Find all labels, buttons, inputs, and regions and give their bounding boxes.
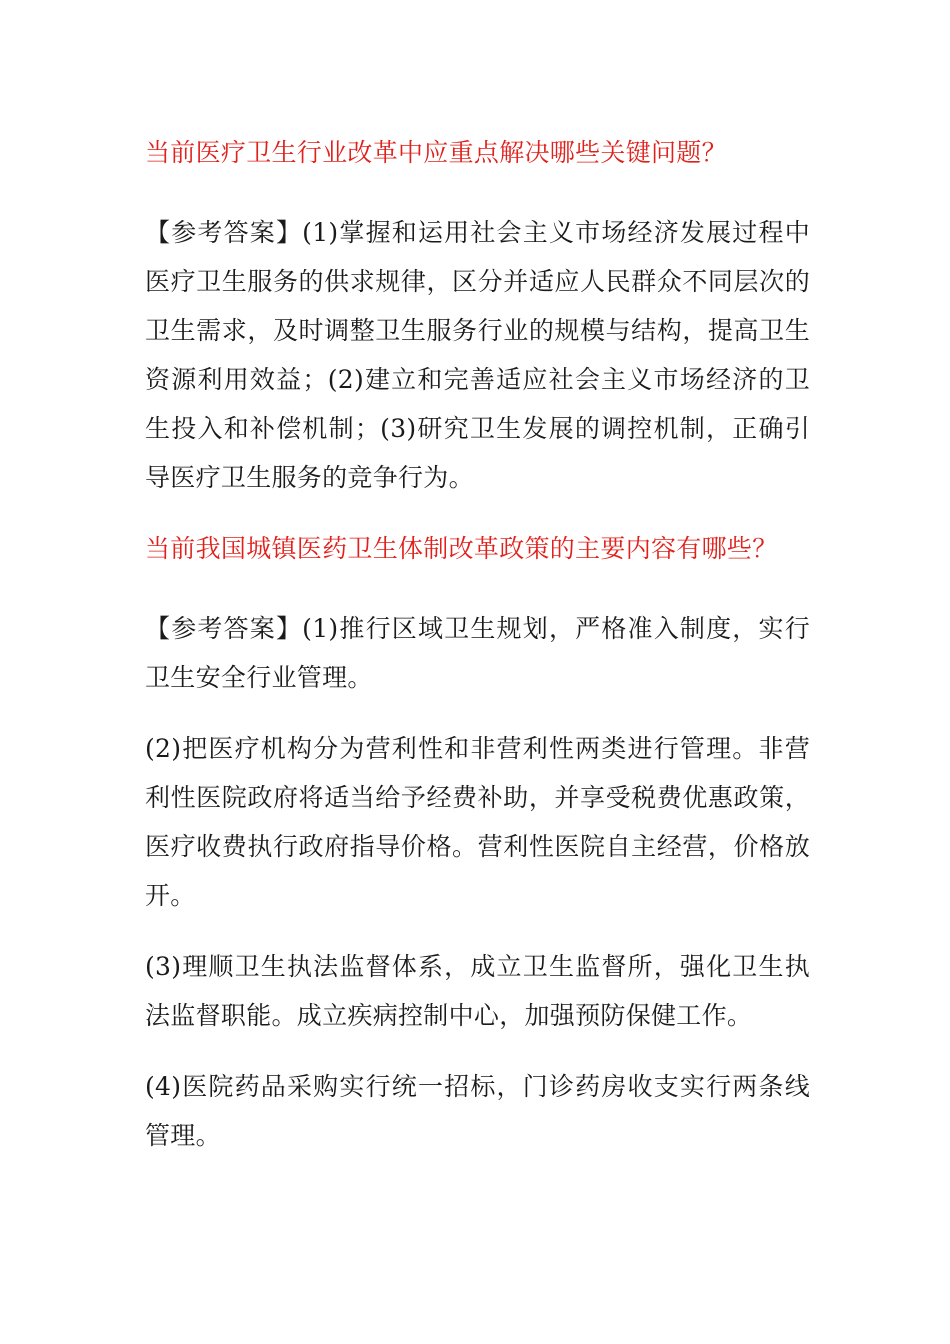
qa-section-1 [145,128,810,502]
answer-paragraph: 【参考答案】(1)掌握和运用社会主义市场经济发展过程中医疗卫生服务的供求规律，区分并适应人民群众不同层次的卫生需求，及时调整卫生服务行业的规模与结构，提高卫生资源利用效益；(2)建立和完善适应社会主义市场经济的卫生投入和补偿机制；(3)研究卫生发展的调控机制，正确引导医疗卫生服务的竞争行为。 [145,218,810,492]
question-heading: 当前医疗卫生行业改革中应重点解决哪些关键问题？ [145,138,727,167]
question-heading: 当前我国城镇医药卫生体制改革政策的主要内容有哪些？ [145,534,778,563]
answer-paragraph: (4)医院药品采购实行统一招标，门诊药房收支实行两条线管理。 [145,1072,810,1150]
qa-section-2 [145,524,810,1160]
document-page [145,128,810,1182]
answer-paragraph: (2)把医疗机构分为营利性和非营利性两类进行管理。非营利性医院政府将适当给予经费补助，并享受税费优惠政策，医疗收费执行政府指导价格。营利性医院自主经营，价格放开。 [145,734,810,910]
answer-paragraph: (3)理顺卫生执法监督体系，成立卫生监督所，强化卫生执法监督职能。成立疾病控制中心，加强预防保健工作。 [145,952,810,1030]
answer-paragraph: 【参考答案】(1)推行区域卫生规划，严格准入制度，实行卫生安全行业管理。 [145,614,810,692]
